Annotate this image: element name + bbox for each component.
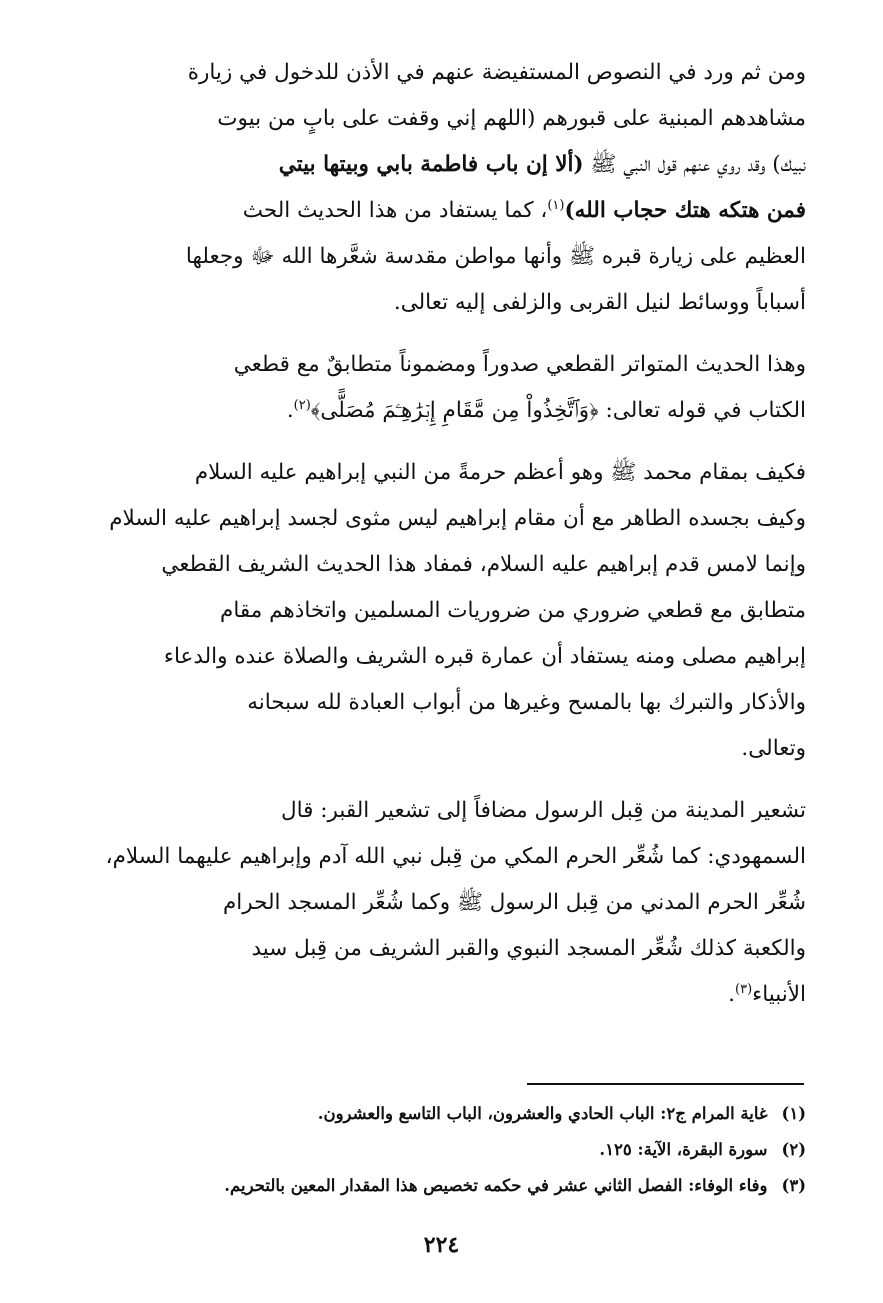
- text-line: [78, 142, 806, 188]
- page-body: [78, 50, 806, 1018]
- text-line: وإنما لامس قدم إبراهيم عليه السلام، فمفاد هذا الحديث الشريف القطعي: [161, 552, 806, 577]
- quran-verse: الكتاب في قوله تعالى: ﴿وَٱتَّخِذُواْ مِن مَّقَامِ إِبۡرَٰهِـۧمَ مُصَلًّى﴾: [310, 398, 806, 423]
- text-line: [78, 388, 806, 434]
- footnote-ref-1[interactable]: (١): [547, 197, 565, 213]
- hadith-quote-end: فمن هتكه هتك حجاب الله): [564, 198, 806, 223]
- footnote-text: وفاء الوفاء: الفصل الثاني عشر في حكمه تخصيص هذا المقدار المعين بالتحريم.: [224, 1176, 768, 1195]
- text-line: والكعبة كذلك شُعِّر المسجد النبوي والقبر الشريف من قِبل سيد: [251, 936, 806, 961]
- text-line: وكيف بجسده الطاهر مع أن مقام إبراهيم ليس مثوى لجسد إبراهيم عليه السلام: [109, 506, 806, 531]
- text-segment: .: [286, 398, 294, 423]
- paragraph-2: [78, 342, 806, 434]
- text-line: [78, 972, 806, 1018]
- text-line: مشاهدهم المبنية على قبورهم (اللهم إني وقفت على بابٍ من بيوت: [217, 106, 806, 131]
- footnote-number: (٣): [781, 1176, 806, 1195]
- paragraph-3: [78, 450, 806, 772]
- text-line: متطابق مع قطعي ضروري من ضروريات المسلمين واتخاذهم مقام: [220, 598, 806, 623]
- text-segment: الأنبياء: [752, 982, 806, 1007]
- footnotes: [78, 1096, 806, 1204]
- text-line: العظيم على زيارة قبره ﷺ وأنها مواطن مقدسة شعَّرها الله ﷻ وجعلها: [185, 244, 806, 269]
- text-segment: ، كما يستفاد من هذا الحديث الحث: [242, 198, 548, 223]
- footnote-number: (١): [781, 1104, 806, 1123]
- footnote-ref-2[interactable]: (٢): [293, 397, 311, 413]
- footnote-3: [78, 1168, 806, 1204]
- hadith-quote: (ألا إن باب فاطمة بابي وبيتها بيتي: [278, 152, 584, 177]
- text-line: شُعِّر الحرم المدني من قِبل الرسول ﷺ وكما شُعِّر المسجد الحرام: [222, 890, 806, 915]
- footnote-number: (٢): [781, 1140, 806, 1159]
- footnote-text: سورة البقرة، الآية: ١٢٥.: [599, 1140, 768, 1159]
- text-line: أسباباً ووسائط لنيل القربى والزلفى إليه تعالى.: [393, 290, 806, 315]
- footnote-2: [78, 1132, 806, 1168]
- paragraph-1: [78, 50, 806, 326]
- text-line: إبراهيم مصلى ومنه يستفاد أن عمارة قبره الشريف والصلاة عنده والدعاء: [163, 644, 806, 669]
- text-line: فكيف بمقام محمد ﷺ وهو أعظم حرمةً من النبي إبراهيم عليه السلام: [194, 460, 806, 485]
- text-line: السمهودي: كما شُعِّر الحرم المكي من قِبل نبي الله آدم وإبراهيم عليهما السلام،: [105, 844, 806, 869]
- page-number: ٢٢٤: [423, 1232, 460, 1258]
- text-line: [78, 188, 806, 234]
- footnote-divider: [527, 1083, 804, 1085]
- paragraph-4: [78, 788, 806, 1018]
- text-line: وتعالى.: [741, 736, 806, 761]
- text-line: والأذكار والتبرك بها بالمسح وغيرها من أبواب العبادة لله سبحانه: [247, 690, 806, 715]
- text-line: وهذا الحديث المتواتر القطعي صدوراً ومضموناً متطابقٌ مع قطعي: [233, 352, 806, 377]
- text-line: تشعير المدينة من قِبل الرسول مضافاً إلى تشعير القبر: قال: [280, 798, 806, 823]
- text-line: ومن ثم ورد في النصوص المستفيضة عنهم في الأذن للدخول في زيارة: [187, 60, 806, 85]
- text-segment: .: [728, 982, 735, 1007]
- text-segment: نبيك) وقد روي عنهم قول النبي ﷺ: [590, 152, 806, 177]
- footnote-text: غاية المرام ج٢: الباب الحادي والعشرون، الباب التاسع والعشرون.: [317, 1104, 768, 1123]
- footnote-1: [78, 1096, 806, 1132]
- footnote-ref-3[interactable]: (٣): [735, 981, 753, 997]
